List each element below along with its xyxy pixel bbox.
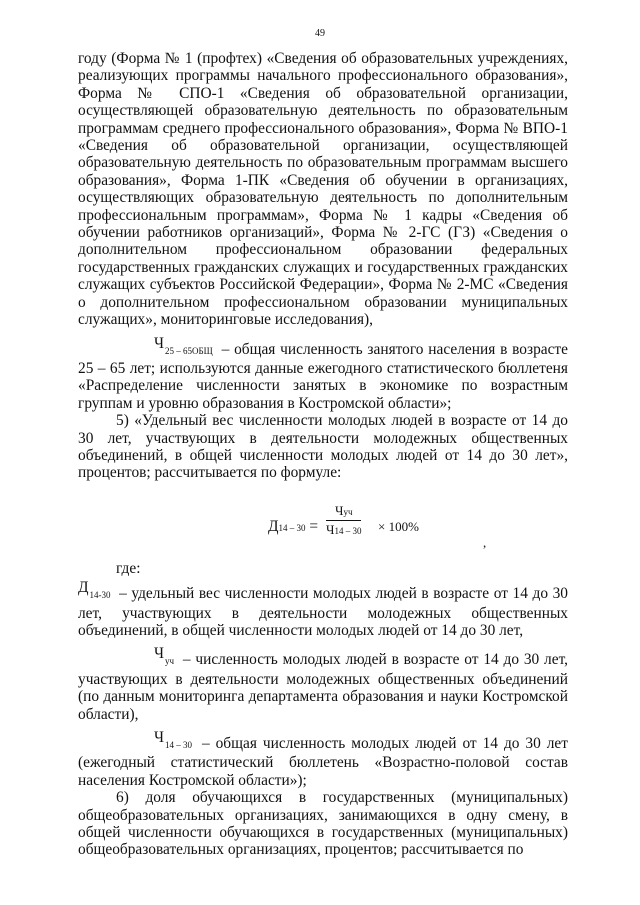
symbol-chuch: [116, 645, 175, 667]
definition-ch25: [78, 334, 568, 413]
denominator-sub: 14 – 30: [334, 525, 362, 536]
paragraph-intro: году (Форма № 1 (профтех) «Сведения об образовательных учреждениях, реализующих программы начального профессионального образования», Форма № СПО-1 «Сведения об образовательной организации, осуществляющей образовательную деятельность по образовательным программам среднего профессионального образования», Форма № ВПО-1 «Сведения об образовательной организации, осуществляющей образовательную деятельность по образовательным программам высшего образования», Форма 1-ПК «Сведения об обучении в организациях, осуществляющих образовательную деятельность по дополнительным профессиональным программам», Форма № 1 кадры «Сведения об обучении работников организаций», Форма № 2-ГС (ГЗ) «Сведения о дополнительном профессиональном образовании федеральных государственных гражданских служащих и государственных гражданских служащих субъектов Российской Федерации», Форма № 2-МС «Сведения о дополнительном профессиональном образовании муниципальных служащих», мониторинговые исследования),: [78, 50, 568, 329]
formula-lhs: [268, 518, 318, 537]
formula-denominator: [326, 521, 361, 540]
formula-fraction: [326, 503, 361, 540]
symbol-subscript: уч: [165, 656, 175, 667]
denominator-symbol: Ч: [326, 521, 335, 537]
numerator-symbol: Ч: [334, 502, 344, 518]
item-6: 6) доля обучающихся в государственных (муниципальных) общеобразовательных организациях, занимающихся в одну смену, в общей численности обучающихся в государственных (муниципальных) общеобразовательных организациях, процентов; рассчитывается по: [78, 789, 568, 859]
numerator-sub: уч: [343, 506, 353, 517]
formula-rhs: × 100%: [378, 518, 419, 534]
formula-numerator: [326, 503, 361, 521]
symbol-letter: Д: [78, 579, 89, 597]
definition-text: – удельный вес численности молодых людей в возрасте от 14 до 30 лет, участвующих в деятельности молодежных общественных объединений, в общей численности молодых людей от 14 до 30 лет,: [78, 585, 568, 639]
formula-lhs-symbol: Д: [268, 517, 279, 535]
document-body: [78, 50, 568, 859]
symbol-subscript: 25 – 65ОБЩ: [165, 345, 213, 356]
item-5: 5) «Удельный вес численности молодых людей в возрасте от 14 до 30 лет, участвующих в деятельности молодежных общественных объединений, в общей численности молодых людей от 14 до 30 лет», процентов; рассчитывается по формуле:: [78, 412, 568, 482]
symbol-d: [78, 579, 111, 601]
where-label: где:: [116, 559, 141, 577]
symbol-letter: Ч: [154, 729, 165, 746]
symbol-subscript: 14 – 30: [165, 740, 193, 750]
page-number: 49: [315, 28, 325, 39]
formula-comma: ,: [483, 534, 487, 550]
symbol-ch25: [116, 335, 213, 354]
definition-text: – численность молодых людей в возрасте от 14 до 30 лет, участвующих в деятельности молодежных общественных объединений (по данным мониторинга департамента образования и науки Костромской области),: [78, 651, 568, 723]
symbol-subscript: 14-30: [89, 590, 111, 601]
formula-lhs-sub: 14 – 30: [278, 522, 306, 533]
symbol-ch14: [116, 729, 192, 748]
formula: [78, 502, 568, 550]
definition-text: – общая численность занятого населения в возрасте 25 – 65 лет; используются данные ежегодного статистического бюллетеня «Распределение численности занятых в экономике по возрастным группам и уровню образования в Костромской области»;: [78, 340, 568, 412]
symbol-letter: Ч: [154, 334, 165, 352]
definition-ch14: [78, 729, 568, 789]
definition-d: [78, 579, 568, 639]
definition-text: – общая численность молодых людей от 14 до 30 лет (ежегодный статистический бюллетень «Возрастно-половой состав населения Костромской области»);: [78, 735, 568, 789]
formula-equals: =: [309, 517, 319, 535]
symbol-letter: Ч: [154, 645, 165, 663]
definition-chuch: [78, 645, 568, 723]
